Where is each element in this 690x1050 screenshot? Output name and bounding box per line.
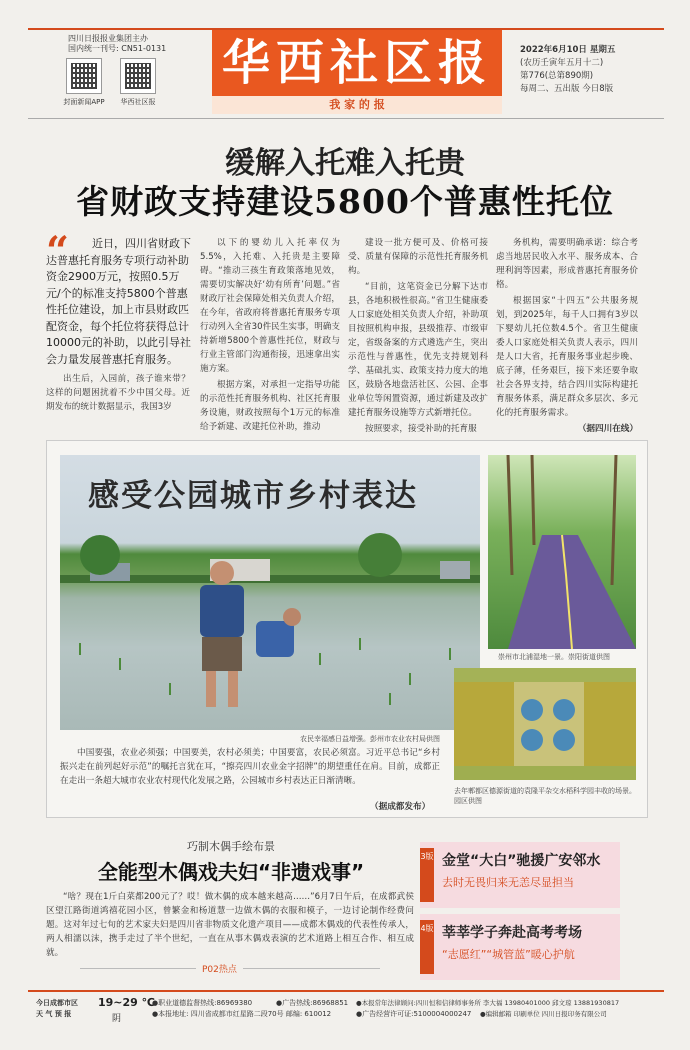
footer-printer: ●编辑邮箱 印刷单位 四川日报印务有限公司	[480, 1010, 607, 1018]
weather-title-line-2: 天 气 预 报	[36, 1010, 72, 1018]
newspaper-title: 华西社区报	[221, 35, 492, 91]
story-col3-para-1: 建设一批方便可及、价格可接受、质量有保障的示范性托育服务机构。	[348, 238, 488, 276]
issue-number: 第776(总第890期)	[520, 71, 594, 81]
story-col4-para-1: 务机构，需要明确承诺：综合考虑当地居民收入水平、服务成本、合理利润等因素，形成普惠托育服务价格。	[496, 238, 638, 290]
aerial-field-illustration	[454, 668, 636, 780]
footer-ad-license: ●广告经营许可证:5100004000247	[356, 1010, 472, 1018]
main-photo-caption: 农民幸福感日益增强。彭州市农业农村局供图	[300, 735, 440, 743]
teaser-2-headline: 莘莘学子奔赴高考考场	[442, 925, 582, 941]
story-column-4	[496, 236, 638, 436]
qr-code-paper[interactable]	[120, 58, 156, 94]
story-column-3	[348, 236, 488, 438]
newspaper-slogan: 我 家 的 报	[212, 96, 502, 114]
photo-feature-source: （据成都发布）	[370, 802, 431, 812]
story-column-1	[46, 372, 190, 416]
publisher-line-2: 国内统一刊号: CN51-0131	[68, 44, 167, 53]
story-col3-para-3: 按照要求，接受补助的托育服	[365, 424, 477, 434]
greenway-illustration	[488, 455, 636, 649]
qr-label-paper: 华西社区报	[120, 98, 156, 106]
lower-story-body: “啥？现在1斤白菜都200元了？哎！做木偶的成本越来越高……”6月7日午后，在成都武侯区望江路街道鸿禧花园小区，曾繁金和杨道慧一边做木偶的衣服和模子，一边讨论制作经费问题。这对年过七旬的艺术家夫妇是四川省非物质文化遗产项目——成都木偶戏的代表性传承人，两人相濡以沫，携手走过了半个世纪，一直在从事木偶戏表演的艺术道路上相互合作、相互成就。	[46, 892, 414, 958]
footer-ad-hotline: ●广告热线:86968851	[276, 999, 349, 1007]
quote-mark-icon: “	[46, 228, 70, 275]
teaser-card-2[interactable]	[420, 914, 620, 980]
story-col3-para-2: “目前，这笔资金已分解下达市县，各地积极性很高。”省卫生健康委人口家庭处相关负责人介绍，补助项目按照机构申报，县级推荐、市级审定，省级备案的方式遴选产生，突出示范性与普惠性，优先支持规划科学、基础扎实、政策支持力度大的地区，鼓励各地盘活社区、公园、企事业单位等闲置资源，通过新建及改扩建托育服务设施等方式新增托位。	[348, 282, 488, 418]
weather-title	[36, 998, 92, 1020]
right-photo-path	[488, 455, 636, 649]
teaser-1-headline: 金堂“大白”驰援广安邻水	[442, 853, 601, 869]
story-lead: 近日，四川省财政下达普惠托育服务专项行动补助资金2900万元，按照0.5万元/个的标准支持5800个普惠性托位建设，加上市县财政匹配资金，每个托位将获得总计10000元的补助，以此引导社会力量发展普惠托育服务。	[46, 237, 191, 366]
teaser-2-subhead: “志愿红”“城管蓝”暖心护航	[442, 948, 575, 961]
footer-address: ●本报地址: 四川省成都市红星路二段70号 邮编: 610012	[152, 1010, 332, 1018]
publication-schedule: 每周二、五出版 今日8版	[520, 84, 614, 94]
qr-label-app: 封面新闻APP	[63, 98, 105, 106]
lower-story-title: 全能型木偶戏夫妇“非遗戏事”	[97, 860, 365, 884]
story-col2-para-2: 根据方案，对承担一定指导功能的示范性托育服务机构、社区托育服务设施，财政按照每个1万元的标准给予新建、改建托位补助，推动	[200, 380, 340, 432]
publisher-line-1: 四川日报报业集团主办	[68, 34, 148, 43]
issue-date-block	[520, 44, 670, 96]
issue-date: 2022年6月10日 星期五	[520, 45, 616, 55]
weather-title-line-1: 今日成都市区	[36, 999, 78, 1007]
footer-rule	[28, 990, 664, 992]
lunar-date: (农历壬寅年五月十二)	[520, 58, 604, 68]
footer-info-license	[356, 1009, 476, 1020]
story-col4-para-2: 根据国家“十四五”公共服务规划，到2025年，每千人口拥有3岁以下婴幼儿托位数4.5个。省卫生健康委人口家庭处相关负责人表示，四川是人口大省，托育服务事业起步晚、底子薄，任务艰巨，接下来还要争取社会各界支持，结合四川实际构建托育服务体系，满足群众多层次、多元化的托育服务需求。	[496, 296, 638, 418]
weather-condition: 阴	[112, 1014, 122, 1024]
teaser-2-page-tag: 4版	[420, 920, 434, 974]
qr-code-app[interactable]	[66, 58, 102, 94]
footer-info-ads	[276, 998, 366, 1009]
masthead-bottom-rule	[28, 118, 664, 119]
headline-subhead: 缓解入托难入托贵	[225, 146, 465, 181]
right-photo-bottom-caption: 去年郫都区德源街道的袁隆平杂交水稻科学园丰收的场景。园区供图	[454, 787, 636, 805]
footer-info-print	[480, 1009, 660, 1020]
headline-main: 省财政支持建设5800个普惠性托位	[76, 182, 614, 221]
footer-info-right	[356, 998, 656, 1009]
weather-temperature: 19~29 ℃	[98, 996, 155, 1009]
story-source: （据四川在线）	[577, 424, 638, 434]
teaser-1-page-tag: 3版	[420, 848, 434, 902]
lower-story-kicker: 巧制木偶手绘布景	[187, 840, 275, 853]
right-photo-top-caption: 崇州市北浦湿地一景。崇阳街道供图	[498, 653, 610, 661]
right-photo-aerial	[454, 668, 636, 780]
story-column-2	[200, 236, 340, 436]
footer-legal-counsel: ●本报常年法律顾问:四川恒和信律师事务所 李大福 13980401000 邱文琼 13881930817	[356, 999, 620, 1007]
footer-hotline: ●职业道德监督热线:86969380	[152, 999, 253, 1007]
page-reference-link[interactable]: P02热点	[196, 962, 243, 975]
story-col1-text: 出生后，入园前，孩子谁来带？这样的问题困扰着不少中国父母。近期发布的统计数据显示，我国3岁	[46, 374, 190, 412]
publisher-info	[68, 34, 188, 54]
photo-feature-title: 感受公园城市乡村表达	[88, 478, 418, 514]
photo-feature-text: 中国要强，农业必须强；中国要美，农村必须美；中国要富，农民必须富。习近平总书记“乡村振兴走在前列起好示范”的嘱托言犹在耳，“擦亮四川农业金字招牌”的期望重任在肩。目前，成都正在走出一条超大城市农业农村现代化发展之路，公园城市乡村表达正日渐清晰。	[60, 748, 440, 786]
story-col2-para-1: 以下的婴幼儿入托率仅为5.5%，入托难、入托贵是主要障碍。“推动三孩生育政策落地见效，需要切实解决好‘幼有所育’问题。”省财政厅社会保障处相关负责人介绍，在今年，省政府将普惠托育服务专项行动列入全省30件民生实事，明确支持新增5800个普惠性托位，财政与行业主管部门沟通衔接，迅速拿出实施方案。	[200, 238, 340, 374]
teaser-card-1[interactable]	[420, 842, 620, 908]
teaser-1-subhead: 去时无畏归来无恙尽显担当	[442, 876, 574, 889]
